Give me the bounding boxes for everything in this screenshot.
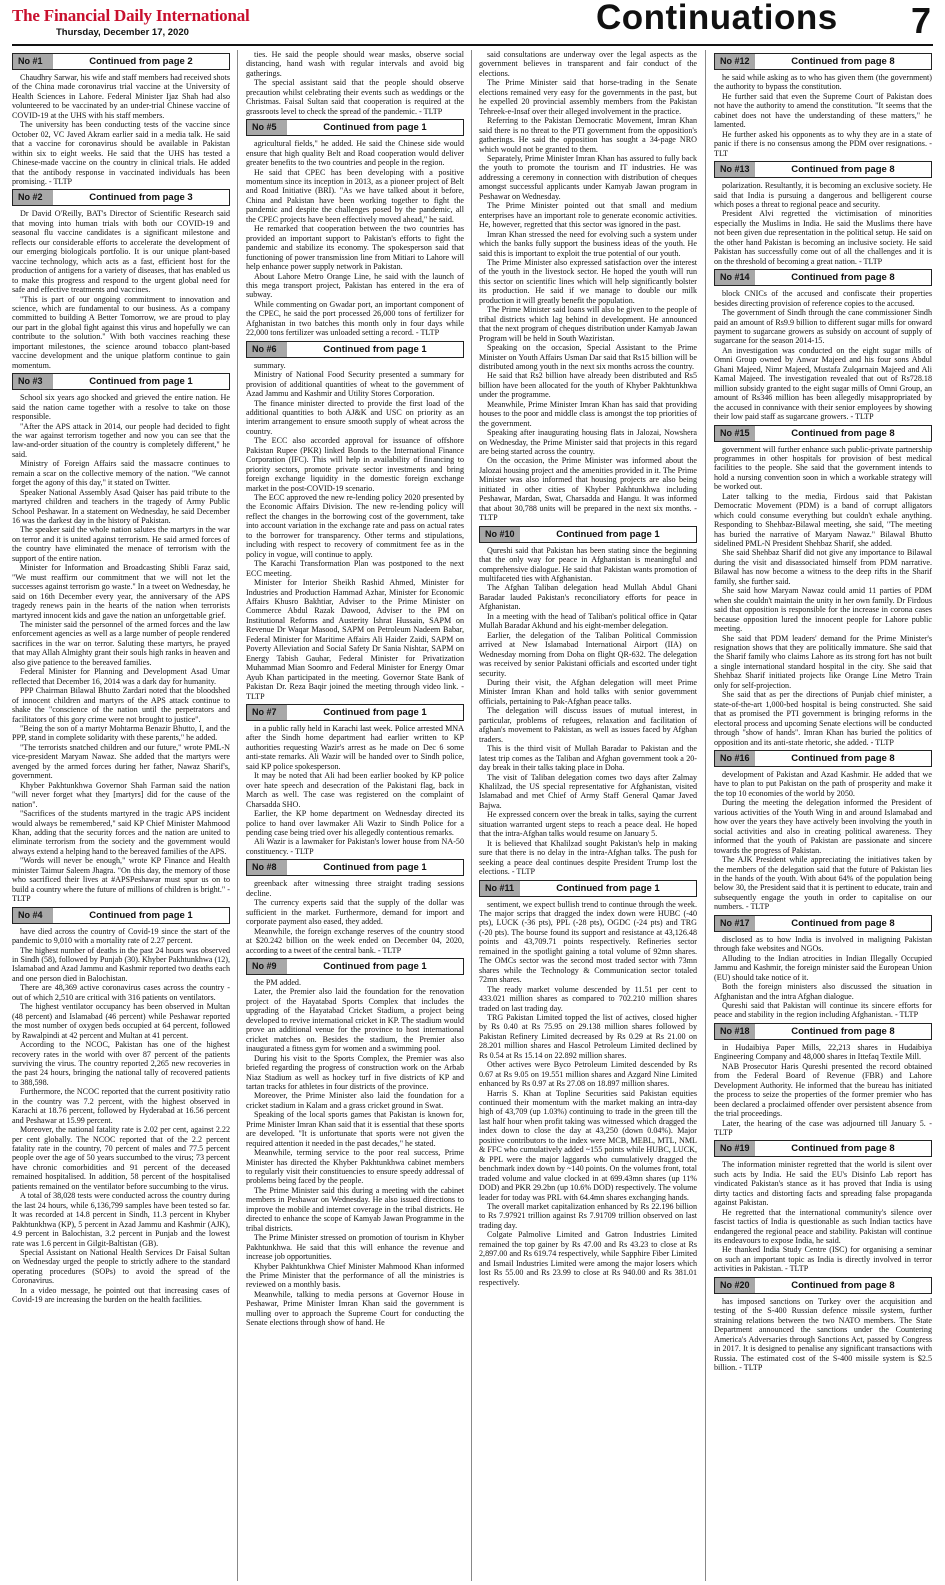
continuation-header xyxy=(246,119,464,136)
continuation-story xyxy=(714,425,932,748)
story-paragraph: He further asked his opponents as to why they are in a state of panic if there is no consensus among the PDM over resignations. - TLT xyxy=(714,129,932,158)
continuation-story xyxy=(714,161,932,266)
story-paragraph: Speaking of the local sports games that Pakistan is known for, Prime Minister Imran Khan said that it is essential that these sports are developed. "It is unfortunate that sports were not given the required attention it needed in the past decades," he stated. xyxy=(246,1110,464,1148)
story-paragraph: Later talking to the media, Firdous said that Pakistan Democratic Movement (PDM) is a band of corrupt alligators which could consume everything but couldn't exhale anything. Responding to Shehbaz-Bilawal meeting, she said, "The meeting has buried the narrative of Maryam Nawaz." Bilawal Bhutto sidelined PML-N President Shehbaz Sharif, she added. xyxy=(714,491,932,549)
story-paragraph: The ECC also accorded approval for issuance of offshore Pakistan Rupee (PKR) linked Bonds to the International Finance Corporation (IFC). This will help in availability of financing to priority sectors, promote private sector investments and bring foreign exchange liquidity in the domestic foreign exchange market in the post-COVID-19 scenario. xyxy=(246,436,464,493)
story-paragraph: agricultural fields," he added. He said the Chinese side would ensure that high quality Belt and Road cooperation would deliver greater benefits to the two countries and people in the region. xyxy=(246,139,464,168)
story-paragraph: Minister for Interior Sheikh Rashid Ahmed, Minister for Industries and Production Hammad Azhar, Minister for Economic Affairs Khusro Bakhtiar, Adviser to the Prime Minister on Commerce Abdul Razak Dawood, Adviser to the PM on Institutional Reforms and Austerity Ishrat Hussain, SAPM on Revenue Dr Waqar Masood, SAPM on Petroleum Nadeem Babar, Federal Minister for Maritime Affairs Ali Haider Zaidi, SAPM on Poverty Alleviation and Social Safety Dr Sania Nishtar, SAPM on Energy Tabish Gauhar, Federal Minister for Privatization Muhammad Mian Soomro and Federal Minister for Energy Omar Ayub Khan participated in the meeting. Governor State Bank of Pakistan Dr. Reza Baqir joined the meeting through video link. - TLTP xyxy=(246,578,464,701)
story-paragraph: The overall market capitalization enhanced by Rs 22.196 billion to Rs 7.97921 trillion against Rs 7.91709 trillion observed on last trading day. xyxy=(479,1202,697,1230)
story-paragraph: summary. xyxy=(254,360,286,370)
masthead xyxy=(0,0,945,44)
continuation-story xyxy=(246,119,464,338)
story-paragraph: The Prime Minister stressed on promotion of tourism in Khyber Pakhtunkhwa. He said that this will enhance the revenue and increase job opportunities. xyxy=(246,1233,464,1262)
story-paragraph: The Prime Minister pointed out that small and medium enterprises have an important role to generate economic activities. He, however, regretted that this sector was ignored in the past. xyxy=(479,201,697,230)
story-paragraph: Speaking after inaugurating housing flats in Jalozai, Nowshera on Wednesday, the Prime Minister said that projects in this regard are being started across the country. xyxy=(479,428,697,457)
story-paragraph: The speaker said the whole nation salutes the martyrs in the war on terror and it is united against terrorism. He said armed forces of the country have eliminated the menace of terrorism with the support of the entire nation. xyxy=(12,525,230,563)
continuation-story xyxy=(479,880,697,1288)
continuation-header xyxy=(714,425,932,442)
continuation-header xyxy=(714,915,932,932)
story-paragraph: PPP Chairman Bilawal Bhutto Zardari noted that the bloodshed of innocent children and martyrs of the APS attack continue to shake the "conscience of the nation until the perpetrators and facilitators of this gory crime were not brought to justice". xyxy=(12,686,230,724)
story-paragraph: President Alvi regretted the victimisation of minorities especially the Muslims in India. He said the Muslims there have not been given due representation in the political setup. He said on the other hand Pakistan is becoming an inclusive society. He said Pakistan has successfully come out of all the challenges and it is on the threshold of becoming a great nation. - TLTP xyxy=(714,209,932,266)
story-paragraph: The university has been conducting tests of the vaccine since October 02, VC Javed Akram earlier said in a media talk. He said that a vaccine for coronavirus should be available in Pakistan within six to eight weeks. He said that the UHS has tested a Chinese-made vaccine on the country in clinical trials. He added that the antibody response in vaccinated individuals has been promising. - TLTP xyxy=(12,120,230,186)
story-number: No #9 xyxy=(247,959,287,974)
story-paragraph: ties. He said the people should wear masks, observe social distancing, hand wash with regular intervals and avoid big gatherings. xyxy=(246,50,464,78)
story-paragraph: The currency experts said that the supply of the dollar was sufficient in the market. Furthermore, demand for import and corporate payment also eased, they added. xyxy=(246,898,464,927)
story-paragraph: greenback after witnessing three straight trading sessions decline. xyxy=(246,879,464,898)
story-paragraph: In a meeting with the head of Taliban's political office in Qatar Mullah Baradar Akhund and his eight-member delegation. xyxy=(479,611,697,631)
continuation-header xyxy=(12,907,230,924)
page-number: 7 xyxy=(911,0,932,41)
story-paragraph: The minister said the personnel of the armed forces and the law enforcement agencies as well as a large number of people rendered sacrifices in the war on terror. Saluting these martyrs, he prayed that may Allah Almighty grant their souls high ranks in heaven and also give patience to the bereaved families. xyxy=(12,620,230,667)
story-paragraph: He said that Rs2 billion have already been distributed and Rs5 billion have been allocated for the youth of Khyber Pakhtunkhwa under the programme. xyxy=(479,371,697,400)
continuation-header xyxy=(714,269,932,286)
story-paragraph: said consultations are underway over the legal aspects as the government believes in transparent and fair conduct of the elections. xyxy=(479,50,697,78)
story-paragraph: Khyber Pakhtunkhwa Governor Shah Farman said the nation "will never forget what they [martyrs] did for the cause of the nation". xyxy=(12,780,230,809)
story-number: No #7 xyxy=(247,705,287,720)
story-paragraph: The Prime Minister also expressed satisfaction over the interest of the youth in the livestock sector. He hoped the youth will run this sector on scientific lines which will help significantly bolster its production. He said if we manage to double our milk production it will greatly benefit the population. xyxy=(479,257,697,305)
story-paragraph: "This is part of our ongoing commitment to innovation and science, which are fundamental to our business. As a company committed to building A Better Tomorrow, we are proud to play our part in the global fight against this virus and hopefully we can contribute to the solution." With both vaccines reaching these important milestones, the science around tobacco plant-based vaccine development and the unique platform continue to gain momentum. xyxy=(12,294,230,370)
section-title: Continuations xyxy=(596,0,838,37)
continuation-story xyxy=(12,907,230,1305)
continuation-story xyxy=(714,1140,932,1273)
story-paragraph: "Being the son of a martyr Mohtarma Benazir Bhutto, I, and the PPP, stand in complete solidarity with these parents," he added. xyxy=(12,724,230,743)
continuation-story xyxy=(246,341,464,701)
story-paragraph: Colgate Palmolive Limited and Gatron Industries Limited remained the top gainer by Rs 47.00 and Rs 43.23 to close at Rs 2,897.00 and Rs 619.74 respectively, while Sapphire Fiber Limited and Ismail Industries Limited were among the major losers which lost Rs 55.00 and Rs 23.99 to close at Rs 940.00 and Rs 381.01 respectively. xyxy=(479,1230,697,1287)
story-paragraph: Meanwhile, Prime Minister Imran Khan has said that providing houses to the poor and middle class is amongst the top priorities of the government. xyxy=(479,399,697,428)
continued-from-label: Continued from page 1 xyxy=(287,705,463,720)
masthead-rule xyxy=(12,44,933,46)
story-paragraph: School six years ago shocked and grieved the entire nation. He said the nation came together with a resolve to take on those responsible. xyxy=(12,393,230,422)
story-paragraph: "After the APS attack in 2014, our people had decided to fight the war against terrorism together and now you can see that the law-and-order situation of the country is completely different," he said. xyxy=(12,421,230,459)
continued-from-label: Continued from page 8 xyxy=(755,426,931,441)
story-paragraph: TRG Pakistan Limited topped the list of actives, closed higher by Rs 0.40 at Rs 75.95 on 29.138 million shares followed by Pakistan Refinery Limited decreased by Rs 0.29 at Rs 21.00 on 28.201 million shares and Hascol Petroleum Limited declined by Rs 0.54 at Rs 15.14 on 22.892 million shares. xyxy=(479,1012,697,1060)
continuation-story xyxy=(12,373,230,903)
continued-from-label: Continued from page 8 xyxy=(755,1141,931,1156)
story-paragraph: disclosed as to how India is involved in maligning Pakistan through fake websites and NGOs. xyxy=(714,934,932,954)
story-paragraph: About Lahore Metro Orange Line, he said with the launch of this mega transport project, Pakistan has entered in the era of subway. xyxy=(246,271,464,300)
story-paragraph: the PM added. xyxy=(254,977,301,987)
story-number: No #4 xyxy=(13,908,53,923)
story-paragraph: During their visit, the Afghan delegation will meet Prime Minister Imran Khan and hold talks with senior government officials, pertaining to Pak-Afghan peace talks. xyxy=(479,678,697,706)
continued-from-label: Continued from page 1 xyxy=(287,342,463,357)
story-paragraph: Ministry of National Food Security presented a summary for provision of additional quantities of wheat to the government of Azad Jammu and Kashmir and Utility Stores Corporation. xyxy=(246,370,464,399)
story-number: No #10 xyxy=(480,527,520,542)
story-paragraph: A total of 38,028 tests were conducted across the country during the last 24 hours, while 6,136,799 samples have been tested so far. It was recorded at 14.8 percent in Sindh, 11.3 percent in Khyber Pakhtunkhwa (KP), 5 percent in Azad Jammu and Kashmir (AJK), 4.9 percent in Balochistan, 3.2 percent in Punjab and the lowest rate was 1.6 percent in Gilgit-Baltistan (GB). xyxy=(12,1191,230,1248)
story-paragraph: government will further enhance such public-private partnership programmes in other hospitals for provision of best medical facilities to the people. She said that the government intends to hold a nursing convention soon in which a workable strategy will be worked out. xyxy=(714,444,932,492)
story-paragraph: The finance minister directed to provide the first load of the additional quantities to both AJ&K and USC on priority as an interim arrangement to ensure smooth supply of wheat across the country. xyxy=(246,398,464,436)
continuation-header xyxy=(246,704,464,721)
continued-from-label: Continued from page 8 xyxy=(755,270,931,285)
story-paragraph: The ECC approved the new re-lending policy 2020 presented by the Economic Affairs Division. The new re-lending policy will reflect the changes in the borrowing cost of the government, take into account variation in the exchange rate and pass on actual rates to the borrower for transparency. Other terms and stipulations, including with respect to recovery of commitment fee as in the policy in vogue, will continue to apply. xyxy=(246,493,464,559)
issue-date: Thursday, December 17, 2020 xyxy=(56,27,189,38)
story-paragraph: Ministry of Foreign Affairs said the massacre continues to remain a scar on the collective memory of the nation. "We cannot forget the agony of this day," it stated on Twitter. xyxy=(12,459,230,488)
story-paragraph: Meanwhile, terming service to the poor real success, Prime Minister has directed the Khyber Pakhtunkhwa cabinet members to regularly visit their constituencies to ensure speedy addressal of problems being faced by the people. xyxy=(246,1148,464,1186)
continuation-header xyxy=(479,880,697,897)
story-number: No #2 xyxy=(13,190,53,205)
story-number: No #1 xyxy=(13,54,53,69)
story-paragraph: Furthermore, the NCOC reported that the current positivity ratio in the country was 7.2 percent, with the highest observed in Karachi at 18.76 percent, followed by Hyderabad at 16.56 percent and Peshawar at 15.99 percent. xyxy=(12,1087,230,1125)
continuation-story xyxy=(714,1277,932,1373)
continued-from-label: Continued from page 1 xyxy=(287,860,463,875)
story-number: No #5 xyxy=(247,120,287,135)
story-paragraph: The Afghan Taliban delegation head Mullah Abdul Ghani Baradar lauded Pakistan's reconciliatory efforts for peace in Afghanistan. xyxy=(479,583,697,612)
story-paragraph: development of Pakistan and Azad Kashmir. He added that we have to plan to put Pakistan on the path of prosperity and make it the top 10 economies of the world by 2050. xyxy=(714,770,932,798)
story-paragraph: The special assistant said that the people should observe precaution whilst celebrating their events such as weddings or the Christmas. Faisal Sultan said that cooperation is required at the grassroots level to check the spread of the pandemic. - TLTP xyxy=(246,78,464,116)
story-paragraph: The Prime Minister said loans will also be given to the people of tribal districts which lag behind in development. He announced that the next program of cheques distribution under Kamyab Jawan Program will be held in South Waziristan. xyxy=(479,305,697,343)
story-paragraph: have died across the country of Covid-19 since the start of the pandemic to 9,010 with a mortality rate of 2.27 percent. xyxy=(12,926,230,946)
story-paragraph: He regretted that the international community's silence over fascist tactics of India is questionable as such Indian tactics have endangered the regional peace and stability. Pakistan will continue its endeavours to expose India, he said. xyxy=(714,1207,932,1246)
story-paragraph: Earlier, the delegation of the Taliban Political Commission arrived at New Islamabad International Airport (IIA) on Wednesday morning from Doha on flight QR-632. The delegation was received by senior Pakistani officials and escorted under tight security. xyxy=(479,630,697,678)
story-paragraph: Minister for Information and Broadcasting Shibli Faraz said, "We must reaffirm our commitment that we will not let the successes against terrorism go waste." In a tweet on Wednesday, he said on 16th December every year, the anniversary of the APS tragedy renews pain in the hearts of the nation when terrorists martyred innocent kids and gave the nation an unforgettable grief. xyxy=(12,563,230,620)
story-paragraph: "Sacrifices of the students martyred in the tragic APS incident would always be remembered," said KP Chief Minister Mahmood Khan, adding that the security forces and the nation are united to eliminate terrorism from the society and the government would always extend a helping hand to the bereaved families of the APS. xyxy=(12,809,230,856)
continued-from-label: Continued from page 1 xyxy=(287,120,463,135)
story-paragraph: Later, the hearing of the case was adjourned till January 5. - TLTP xyxy=(714,1118,932,1137)
story-paragraph: has imposed sanctions on Turkey over the acquisition and testing of the S-400 Russian defence missile system, further straining relations between the two NATO members. The State Department announced the sanctions under the Countering America's Adversaries through Sanctions Act, passed by Congress in 2017. It is designed to penalise any significant transactions with Russia. The estimated cost of the S-400 missile system is $2.5 billion. - TLTP xyxy=(714,1296,932,1373)
story-paragraph: Qureshi said that Pakistan will continue its sincere efforts for peace and stability in the region including Afghanistan. - TLTP xyxy=(714,1000,932,1020)
continued-from-label: Continued from page 8 xyxy=(755,1278,931,1293)
continued-from-label: Continued from page 2 xyxy=(53,54,229,69)
continuation-story xyxy=(479,50,697,523)
story-paragraph: polarization. Resultantly, it is becoming an exclusive society. He said that India is pursuing a dangerous and belligerent course which poses a threat to regional peace and security. xyxy=(714,181,932,209)
continuation-story xyxy=(714,915,932,1020)
continuation-header xyxy=(479,526,697,543)
column-divider xyxy=(471,50,472,1581)
story-paragraph: Meanwhile, the foreign exchange reserves of the country stood at $20.242 billion on the week ended on December 04, 2020, according to a tweet of the central bank. - TLTP xyxy=(246,926,464,955)
story-paragraph: The Karachi Transformation Plan was postponed to the next ECC meeting. xyxy=(246,559,464,578)
continuation-story xyxy=(246,704,464,856)
continuation-story xyxy=(714,269,932,421)
story-paragraph: The government of Sindh through the cane commissioner Sindh paid an amount of Rs9.9 billion to different sugar mills for onward payment to sugarcane growers as subsidy on account of supply of sugarcane for the season 2014-15. xyxy=(714,308,932,346)
continuation-header xyxy=(246,341,464,358)
story-paragraph: "The terrorists snatched children and our future," wrote PML-N vice-president Maryam Nawaz. She added that the martyrs were avenged by the armed forces during her father, Nawaz Sharif's, government. xyxy=(12,742,230,781)
story-paragraph: The Prime Minister said that horse-trading in the Senate elections remained very easy for the governments in the past, but he expelled 20 provincial assembly members from the Pakistan Tehreek-e-Insaf over their alleged involvement in the practice. xyxy=(479,78,697,116)
story-paragraph: Federal Minister for Planning and Development Asad Umar reflected that December 16, 2014 was a dark day for humanity. xyxy=(12,667,230,686)
story-paragraph: It is believed that Khalilzad sought Pakistan's help in making sure that there is no delay in the intra-Afghan talks. The push for seeking a peace deal continues despite President Trump lost the elections. - TLTP xyxy=(479,838,697,877)
story-number: No #8 xyxy=(247,860,287,875)
story-paragraph: block CNICs of the accused and confiscate their properties besides directing provision of reference copies to the accused. xyxy=(714,289,932,308)
continued-from-label: Continued from page 8 xyxy=(755,751,931,766)
story-paragraph: On the occasion, the Prime Minister was informed about the Jalozai housing project and the amenities provided in it. The Prime Minister was also informed that housing projects are also being initiated in other cities of Khyber Pakhtunkhwa including Peshawar, Mardan, Swat, Charsadda and Hangu. It was informed that about 30,788 units will be prepared in the next six months. - TLTP xyxy=(479,456,697,523)
story-paragraph: Earlier, the KP home department on Wednesday directed its police to hand over lawmaker Ali Wazir to Sindh Police for a pending case being tried over his allegedly contentious remarks. xyxy=(246,809,464,837)
story-paragraph: Moreover, the national fatality rate is 2.02 per cent, against 2.22 per cent globally. The NCOC reported that of the 2.2 percent fatality rate in the country, 70 percent of males and 77.5 percent people over the age of 50 years succumbed to the virus; 73 percent have chronic comorbidities and 91 percent of the deceased remained hospitalised. In addition, 58 percent of the hospitalised patients remained on the ventilator before succumbing to the virus. xyxy=(12,1125,230,1191)
continuation-header xyxy=(714,1023,932,1040)
story-paragraph: He expressed concern over the break in talks, saying the current situation warranted urgent steps to reach a peace deal. He hoped that the intra-Afghan talks would resume on January 5. xyxy=(479,810,697,839)
continued-from-label: Continued from page 8 xyxy=(755,54,931,69)
story-paragraph: He further said that even the Supreme Court of Pakistan does not have the authority to amend the constitution. "It seems that the cabinet does not have the understanding of these matters," he lamented. xyxy=(714,91,932,130)
continuation-header xyxy=(12,189,230,206)
columns-area xyxy=(12,50,933,1581)
continuation-story xyxy=(246,50,464,116)
continued-from-label: Continued from page 8 xyxy=(755,916,931,931)
story-paragraph: Meanwhile, talking to media persons at Governor House in Peshawar, Prime Minister Imran Khan said the government is mulling over to approach the Supreme Court for conducting the Senate elections through show of hand. He xyxy=(246,1289,464,1328)
continuation-story xyxy=(246,958,464,1328)
continuation-story xyxy=(714,750,932,912)
story-paragraph: Both the foreign ministers also discussed the situation in Afghanistan and the intra Afghan dialogue. xyxy=(714,982,932,1001)
story-paragraph: The ready market volume descended by 11.51 per cent to 433.021 million shares as compared to 702.210 million shares traded on last trading day. xyxy=(479,984,697,1013)
story-number: No #17 xyxy=(715,916,755,931)
continued-from-label: Continued from page 1 xyxy=(520,527,696,542)
story-paragraph: He said that CPEC has been developing with a positive momentum since its inception in 2013, as a pioneer project of Belt and Road Initiative (BRI). "As we have talked about it before, China and Pakistan have been working together to fight the pandemic and despite the challenges posed by the pandemic, all the CPEC projects have been effectively moved ahead," he said. xyxy=(246,167,464,224)
story-paragraph: Referring to the Pakistan Democratic Movement, Imran Khan said there is no threat to the PTI government from the opposition's gatherings. He said the opposition has sought a 34-page NRO which would not be granted to them. xyxy=(479,116,697,154)
story-paragraph: Speaker National Assembly Asad Qaiser has paid tribute to the martyred children and teachers in the tragedy of Army Public School Peshawar. In a statement on Wednesday, he said December 16 was the darkest day in the history of Pakistan. xyxy=(12,487,230,526)
story-number: No #11 xyxy=(480,881,520,896)
story-paragraph: The visit of Taliban delegation comes two days after Zalmay Khalilzad, the US special representative for Afghanistan, visited Islamabad and met Chief of Army Staff General Qamar Javed Bajwa. xyxy=(479,772,697,810)
story-paragraph: The highest number of deaths in the past 24 hours was observed in Sindh (58), followed by Punjab (30). Khyber Pakhtunkhwa (12), Islamabad and Azad Jammu and Kashmir reported two deaths each and one person died in Balochistan. xyxy=(12,945,230,983)
story-number: No #19 xyxy=(715,1141,755,1156)
continued-from-label: Continued from page 8 xyxy=(755,1024,931,1039)
column-2 xyxy=(246,50,464,1581)
continued-from-label: Continued from page 1 xyxy=(287,959,463,974)
story-paragraph: in a public rally held in Karachi last week. Police arrested MNA after the Sindh home department had earlier written to KP authorities requesting Wazir's arrest as he made on Dec 6 some anti-state remarks. Ali Wazir will be handed over to Sindh police, said KP police spokesperson. xyxy=(246,724,464,771)
continuation-story xyxy=(246,859,464,955)
continued-from-label: Continued from page 1 xyxy=(53,374,229,389)
story-paragraph: He thanked India Study Centre (ISC) for organising a seminar on such an important topic as India is directly involved in terror activities in Pakistan. - TLTP xyxy=(714,1245,932,1274)
story-paragraph: he said while asking as to who has given them (the government) the authority to bypass the constitution. xyxy=(714,73,932,92)
story-paragraph: He remarked that cooperation between the two countries has provided an important support to Pakistan's efforts to fight the pandemic and stabilize its economy. The spokesperson said that functioning of power transmission line from Mitiari to Lahore will help enhance power supply network in Pakistan. xyxy=(246,224,464,272)
column-1 xyxy=(12,50,230,1581)
story-paragraph: She said that as per the directions of Punjab chief minister, a state-of-the-art 1,000-bed hospital is being constructed. She said that as promised the PTI government is bringing reforms in the electoral process and upcoming Senate elections will be conducted through "show of hands". Imran Khan has buried the politics of opposition and its anti-state rhetoric, she added. - TLTP xyxy=(714,690,932,747)
story-paragraph: Alluding to the Indian atrocities in Indian Illegally Occupied Jammu and Kashmir, the foreign minister said the European Union (EU) should take notice of it. xyxy=(714,953,932,982)
story-number: No #6 xyxy=(247,342,287,357)
continued-from-label: Continued from page 1 xyxy=(53,908,229,923)
continuation-story xyxy=(12,53,230,186)
story-paragraph: During the meeting the delegation informed the President of various activities of the Youth Wing in and around Islamabad and how over the years they have actively been involving the youth in social activities and also in creating political awareness. They informed that the youth of Pakistan are passionate and sincere towards the progress of Pakistan. xyxy=(714,798,932,855)
continuation-story xyxy=(12,189,230,370)
continuation-header xyxy=(12,53,230,70)
story-number: No #20 xyxy=(715,1278,755,1293)
story-paragraph: Special Assistant on National Health Services Dr Faisal Sultan on Wednesday urged the people to strictly adhere to the standard operating procedures (SOPs) to avoid the spread of the Coronavirus. xyxy=(12,1248,230,1286)
story-paragraph: Speaking on the occasion, Special Assistant to the Prime Minister on Youth Affairs Usman Dar said that Rs15 billion will be distributed among youth in the next six months across the country. xyxy=(479,343,697,371)
story-paragraph: In a video message, he pointed out that increasing cases of Covid-19 are increasing the burden on the health facilities. xyxy=(12,1285,230,1305)
story-paragraph: An investigation was conducted on the eight sugar mills of Omni Group owned by Anwar Majeed and his four sons Abdul Ghani Majeed, Nimr Majeed, Mustafa Zulqarnain Majeed and Ali Kamal Majeed. The investigation revealed that out of Rs728.18 million subsidy granted to the eight sugar mills of Omni Group, an amount of Rs346 million has been allegedly misappropriated by the accused in connivance with their senior employees by showing their low paid staff as sugarcane growers. - TLTP xyxy=(714,345,932,422)
story-paragraph: Dr David O'Reilly, BAT's Director of Scientific Research said that moving into human trials with both our COVID-19 and seasonal flu vaccine candidates is a significant milestone and reflects our considerable efforts to accelerate the development of our emerging biologicals portfolio. It is our unique plant-based vaccine technology, which acts as a fast, efficient host for the production of antigens for a variety of diseases, that has enabled us to make this progress and respond to the urgent global need for safe and effective treatments and vaccines. xyxy=(12,209,230,295)
continued-from-label: Continued from page 1 xyxy=(520,881,696,896)
column-4 xyxy=(714,50,932,1581)
story-paragraph: Chaudhry Sarwar, his wife and staff members had received shots of the China made coronavirus trial vaccine at the University of Health Sciences in Lahore. Federal Minister Ijaz Shah had also volunteered to be vaccinated by an under-trial Chinese vaccine of COVID-19 at the UHS with his staff members. xyxy=(12,73,230,120)
story-paragraph: Khyber Pakhtunkhwa Chief Minister Mahmood Khan informed the Prime Minister that the performance of all the ministries is reviewed on a monthly basis. xyxy=(246,1261,464,1290)
story-number: No #18 xyxy=(715,1024,755,1039)
story-paragraph: This is the third visit of Mullah Baradar to Pakistan and the latest trip comes as the Taliban and Afghan government took a 20-day break in their talks taking place in Doha. xyxy=(479,744,697,773)
column-divider xyxy=(237,50,238,1581)
story-paragraph: Ali Wazir is a lawmaker for Pakistan's lower house from NA-50 constituency. - TLTP xyxy=(246,837,464,856)
story-paragraph: According to the NCOC, Pakistan has one of the highest recovery rates in the world with over 87 percent of the patients surviving the virus. The country reported 2,265 new recoveries in the past 24 hours, bringing the national tally of recovered patients to 388,598. xyxy=(12,1040,230,1087)
column-divider xyxy=(705,50,706,1581)
continued-from-label: Continued from page 8 xyxy=(755,162,931,177)
story-paragraph: She said Shehbaz Sharif did not give any importance to Bilawal during the visit and disassociated himself from PDM narrative. Bilawal has now become a witness to the deep rifts in the Sharif family, she further said. xyxy=(714,548,932,586)
continuation-header xyxy=(714,161,932,178)
story-number: No #13 xyxy=(715,162,755,177)
continued-from-label: Continued from page 3 xyxy=(53,190,229,205)
story-paragraph: Imran Khan stressed the need for evolving such a system under which the banks fully support the business ideas of the youth. He said this is important to exploit the true potential of our youth. xyxy=(479,229,697,258)
story-paragraph: While commenting on Gwadar port, an important component of the CPEC, he said the port processed 26,000 tons of fertilizer for Afghanistan in two batches this month only in four days while 22,000 tons fertilizer was unloaded setting a record. - TLTP xyxy=(246,299,464,338)
continuation-header xyxy=(714,1140,932,1157)
story-paragraph: NAB Prosecutor Haris Qureshi presented the record obtained from the Federal Board of Revenue (FBR) and Lahore Development Authority. He informed that the bureau has initiated the process to seize the properties of the former premier who has been declared a proclaimed offender over persistent absence from the trial proceedings. xyxy=(714,1061,932,1119)
story-number: No #3 xyxy=(13,374,53,389)
story-paragraph: The highest ventilator occupancy has been observed in Multan (48 percent) and Islamabad (46 percent) while Peshawar reported the most number of oxygen beds occupied at 64 percent, followed by Rawalpindi at 42 percent and Multan at 41 percent. xyxy=(12,1002,230,1040)
paper-name: The Financial Daily International xyxy=(12,6,250,25)
continuation-story xyxy=(714,53,932,158)
continuation-header xyxy=(714,1277,932,1294)
story-paragraph: During his visit to the Sports Complex, the Premier was also briefed regarding the progress of construction work on the Arbab Niaz Stadium as well as hockey turf in five districts of KP and tartan tracks for athletes in four districts of the province. xyxy=(246,1053,464,1091)
story-paragraph: She said how Maryam Nawaz could amid 11 parties of PDM when she couldn't maintain the unity in her own family. Dr Firdous said that opposition is responsible for the increase in corona cases because opposition lured the innocent people for Lahore public meeting. xyxy=(714,586,932,634)
story-paragraph: "Words will never be enough," wrote KP Finance and Health minister Taimur Saleem Jhagra. "On this day, the memory of those who sacrificed their lives at #APSPeshawar must spur us on to build a country where the future of millions of children is bright." - TLTP xyxy=(12,856,230,904)
continuation-header xyxy=(246,859,464,876)
story-number: No #12 xyxy=(715,54,755,69)
story-paragraph: Separately, Prime Minister Imran Khan has assured to fully back the youth to promote the tourism and IT industries. He was addressing a ceremony in connection with distribution of cheques amongst successful applicants under Kamyab Jawan program in Peshawar on Wednesday. xyxy=(479,153,697,201)
continuation-header xyxy=(714,53,932,70)
story-paragraph: The Prime Minister said this during a meeting with the cabinet members in Peshawar on Wednesday. He also issued directions to improve the mobile and internet coverage in the tribal districts. He directed to enhance the scope of Kamyab Jawan Programme in the tribal districts. xyxy=(246,1185,464,1233)
story-number: No #16 xyxy=(715,751,755,766)
story-paragraph: The information minister regretted that the world is silent over such acts by India. He said the EU's Disinfo Lab report has vindicated Pakistan's stance as it has proved that India is using dirty tactics and distorting facts and spreading false propaganda against Pakistan. xyxy=(714,1160,932,1208)
story-paragraph: The AJK President while appreciating the initiatives taken by the members of the delegation said that the future of Pakistan lies in the hands of the youth. With about 64% of the population being below 30, the President said that it is pertinent to educate, train and subsequently engage the youth in order to capitalise on our numbers. - TLTP xyxy=(714,855,932,912)
column-3 xyxy=(479,50,697,1581)
story-paragraph: The delegation will discuss issues of mutual interest, in particular, problems of refugees, relaxation and facilitation of afghan's movement to Pakistan, as well as issues faced by Afghan traders. xyxy=(479,706,697,744)
story-paragraph: She said that PDM leaders' demand for the Prime Minister's resignation shows that they are politically immature. She said that the Sharif family who claims Lahore as its strong fort has not built a single international standard hospital in the city. She said that Shehbaz Sharif initiated projects like Orange Line Metro Train only for self-projection. xyxy=(714,633,932,690)
story-number: No #15 xyxy=(715,426,755,441)
continuation-story xyxy=(714,1023,932,1138)
continuation-header xyxy=(714,750,932,767)
story-paragraph: There are 48,369 active coronavirus cases across the country - out of which 2,510 are critical with 316 patients on ventilators. xyxy=(12,983,230,1002)
story-paragraph: sentiment, we expect bullish trend to continue through the week. The major scrips that dragged the index down were HUBC (-40 pts), LUCK (-36 pts), PPL (-28 pts), OGDC (-24 pts) and TRG (-20 pts). The bourse found its support and resistance at 43,126.48 points and 43,709.71 points respectively. Refineries sector remained in the spotlight gaining a total volume of 92mn shares. The OMCs sector was the second most traded sector with 73mn shares while the Technology & Communication sector totaled 72mn shares. xyxy=(479,899,697,985)
story-paragraph: It may be noted that Ali had been earlier booked by KP police over hate speech and desecration of the Pakistani flag, back in March as well. The case was registered on the complaint of Charsadda SHO. xyxy=(246,771,464,809)
story-paragraph: Qureshi said that Pakistan has been stating since the beginning that the only way for peace in Afghanistan is meaningful and comprehensive dialogue. He said that Pakistan wants promotion of multifaceted ties with Afghanistan. xyxy=(479,545,697,584)
story-paragraph: Moreover, the Prime Minister also laid the foundation for a cricket stadium in Kalam and a grass cricket ground in Swat. xyxy=(246,1091,464,1110)
story-paragraph: in Hudaibiya Paper Mills, 22,213 shares in Hudaibiya Engineering Company and 48,000 shares in Ittefaq Textile Mill. xyxy=(714,1042,932,1062)
continuation-header xyxy=(246,958,464,975)
story-paragraph: Other actives were Byco Petroleum Limited descended by Rs 0.67 at Rs 9.05 on 19.551 million shares and Azgard Nine Limited enhanced by Rs 0.97 at Rs 27.08 on 18.897 million shares. xyxy=(479,1060,697,1089)
story-number: No #14 xyxy=(715,270,755,285)
story-paragraph: Harris S. Khan at Topline Securities said Pakistan equities continued their momentum with the market making an intra-day high of 43,709 (up 1.03%) continuing to trade in the green till the last half hour when profit taking was witnessed which dragged the index down to close the day at 43,250 (down 0.04%). Major positive contributors to the index were MCB, MEBL, MTL, NML & FFC who cumulatively added ~155 points while HUBC, LUCK, & PPL were the major laggards who cumulatively dragged the benchmark index down by ~140 points. On the volumes front, total traded volume and value clocked in at 699.43mn shares (up 11% DOD) and PKR 29.2bn (up 10.6% DOD) respectively. The volume leader for today was PRL with 64.4mn shares exchanging hands. xyxy=(479,1088,697,1202)
continuation-header xyxy=(12,373,230,390)
continuation-story xyxy=(479,526,697,877)
story-paragraph: Later, the Premier also laid the foundation for the renovation project of the Hayatabad Sports Complex that includes the upgrading of the Hayatabad Cricket Stadium, a project being developed to revive international cricket in KP. The stadium would prove an additional venue for the province to host international cricket matches on. Besides the stadium, the Premier also inaugurated a fitness gym for women and a swimming pool. xyxy=(246,987,464,1054)
